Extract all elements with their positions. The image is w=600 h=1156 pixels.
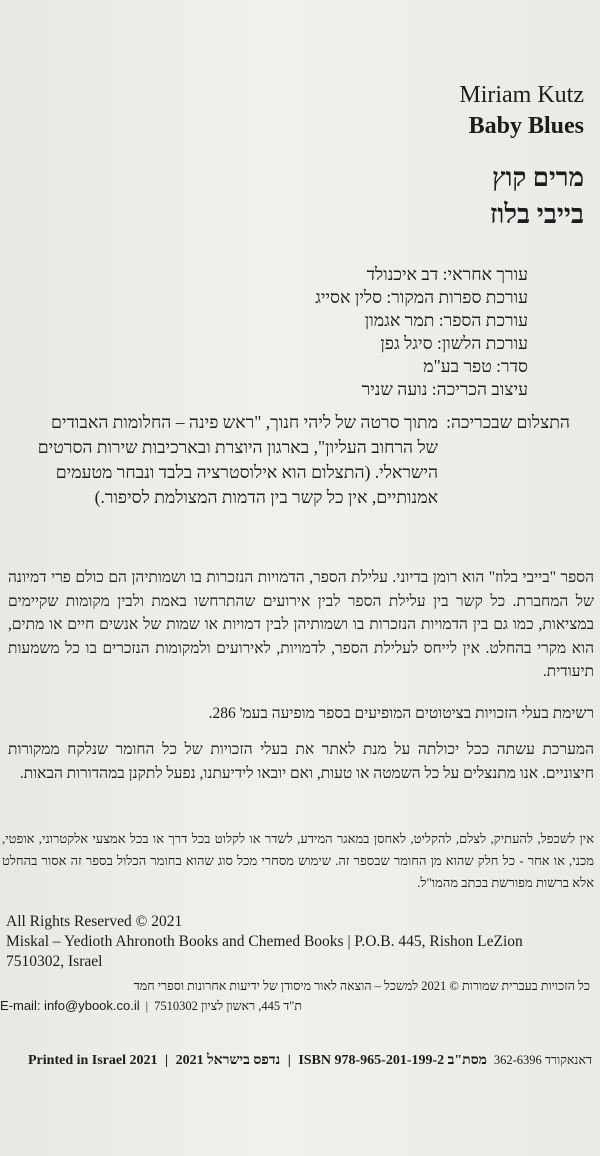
hebrew-rights-block [0,976,590,1016]
cover-photo-credit [5,410,570,510]
separator: | [145,999,149,1013]
cover-photo-text [5,410,438,510]
printed-info [28,1051,487,1071]
credit-editor-in-chief: עורך אחראי: דב איכנולד [366,264,528,284]
postal-code-line: 7510302, Israel [6,953,103,970]
cover-photo-line: אמנותיים, אין כל קשר בין הדמות המצולמת לסיפור.) [94,487,439,507]
printed-english: Printed in Israel 2021 [28,1053,158,1068]
hebrew-address: ת"ד 445, ראשון לציון 7510302 [154,999,302,1013]
separator: | [287,1053,291,1068]
english-book-title: Baby Blues [468,113,584,139]
fiction-disclaimer: הספר "בייבי בלוז" הוא רומן בדיוני. עלילת הספר, הדמויות הנזכרות בו ושמותיהן הם כולם פרי דמיונה של המחברת. כל קשר בין עלילת הספר לבין אירועים שהתרחשו באמת ולבין מקומות שקיימים במציאות, כמו גם בין הדמויות הנזכרות בו ושמותיהן לבין דמויות או שמות של אנשים חיים או מתים, הוא מקרי בהחלט. אין לייחס לעלילת הספר, לדמויות, לאירועים ולמקומות הנזכרים בו כל משמעות תיעודית. [8,569,594,680]
quotes-rights-note: רשימת בעלי הזכויות בציטוטים המופיעים בספר מופיעה בעמ' 286. [208,705,594,722]
hebrew-book-title: בייבי בלוז [489,199,584,229]
credit-language-editor: עורכת הלשון: סיגל גפן [380,333,528,353]
credit-book-editor: עורכת הספר: תמר אגמון [364,310,528,330]
email-address: E-mail: info@ybook.co.il [0,998,140,1013]
publisher-line: Miskal – Yedioth Ahronoth Books and Chemed Books | P.O.B. 445, Rishon LeZion [6,933,523,950]
credits-list [18,263,528,401]
english-author: Miriam Kutz [459,82,584,108]
cover-photo-line: הישראלי. (התצלום הוא אילוסטרציה בלבד ונבחר מטעמים [55,462,439,482]
rights-reserved-line: All Rights Reserved © 2021 [6,913,183,930]
catalog-label: מסת"ב [447,1053,487,1068]
hebrew-title-block [490,160,584,232]
cover-photo-label: התצלום שבכריכה: [446,412,570,432]
contact-line [0,996,590,1016]
english-rights-block [6,912,596,972]
credit-typesetting: סדר: טפר בע"מ [423,356,528,376]
hebrew-author: מרים קוץ [492,163,584,192]
printed-line [28,1050,592,1071]
isbn: ISBN 978-965-201-199-2 [298,1053,445,1068]
english-title-block [459,80,584,142]
separator: | [165,1053,169,1068]
hebrew-rights-line: כל הזכויות בעברית שמורות © 2021 למשכל – הוצאה לאור מיסודן של ידיעות אחרונות וספרי חמד [133,979,590,993]
editorial-note: המערכת עשתה ככל יכולתה על מנת לאתר את בעלי הזכויות של כל החומר שנלקח ממקורות חיצוניים. אנו מתנצלים על כל השמטה או טעות, ואם יובאו לידיעתנו, נפעל לתקנן במהדורות הבאות. [8,741,594,782]
printed-hebrew: נדפס בישראל 2021 [175,1053,281,1068]
dannaccord-code: 362-6396 [493,1053,542,1067]
dannaccord-info [494,1050,592,1070]
dannaccord-label: דאנאקורד [544,1053,592,1067]
cover-photo-line: מתוך סרטה של ליהי חנוך, "ראש פינה – החלומות האבודים [50,412,439,432]
credit-source-editor: עורכת ספרות המקור: סלין אסייג [315,287,528,307]
copyright-notice: אין לשכפל, להעתיק, לצלם, להקליט, לאחסן במאגר המידע, לשדר או לקלוט בכל דרך או בכל אמצעי אלקטרוני, אופטי, מכני, או אחר - כל חלק שהוא מן החומר שבספר זה. שימוש מסחרי מכל סוג שהוא בחומר הכלול בספר זה אסור בהחלט אלא ברשות מפורשת בכתב מהמו"ל. [2,831,594,890]
cover-photo-line: של הרחוב העליון", בארגון היוצרת ובארכיבות שירות הסרטים [37,437,439,457]
credit-cover-design: עיצוב הכריכה: נועה שניר [361,379,528,399]
